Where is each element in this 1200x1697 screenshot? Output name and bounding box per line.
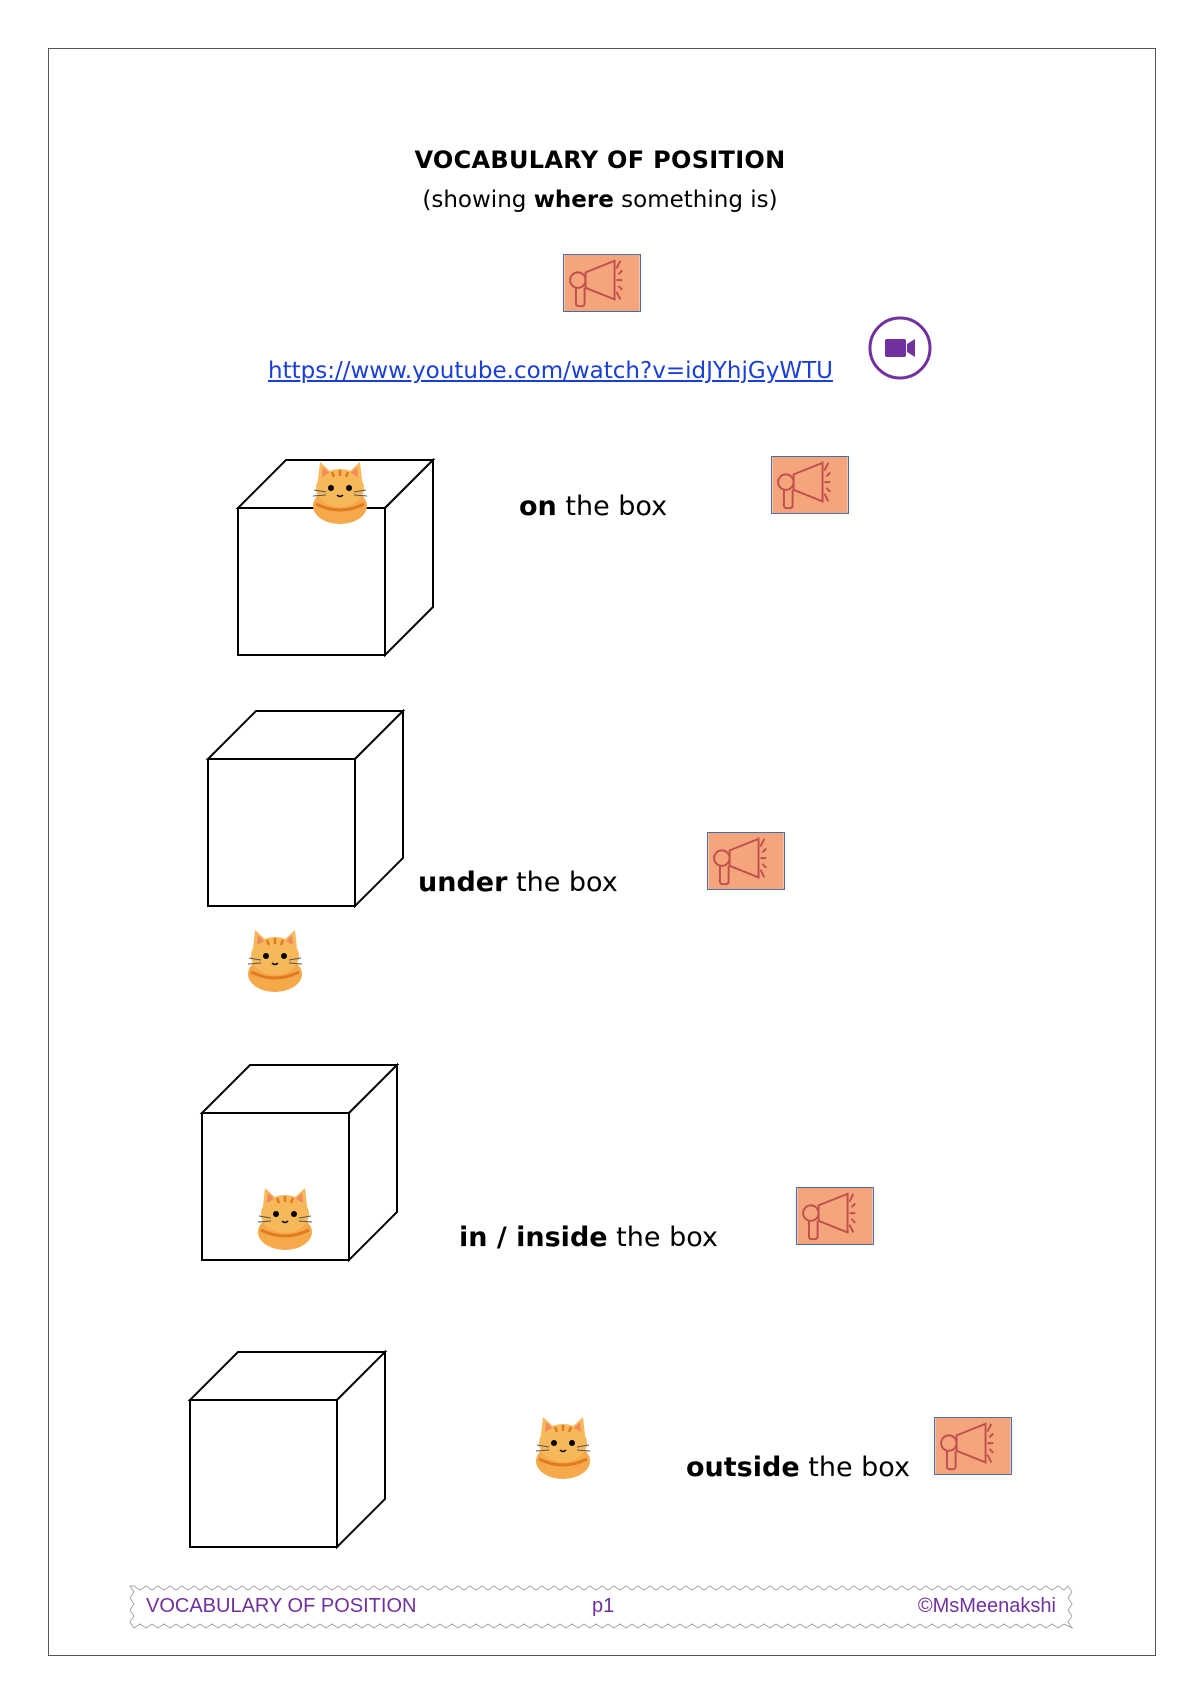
- label-outside-rest: the box: [799, 1452, 910, 1483]
- footer-page-number: p1: [592, 1595, 615, 1617]
- megaphone-icon: [772, 457, 848, 513]
- cat-icon: [302, 460, 378, 526]
- box-outside: [190, 1352, 390, 1548]
- box-under: [208, 711, 408, 907]
- label-on-bold: on: [519, 491, 557, 522]
- audio-button-outside[interactable]: [934, 1417, 1012, 1475]
- footer-left: VOCABULARY OF POSITION: [146, 1595, 417, 1617]
- page-title: VOCABULARY OF POSITION: [414, 146, 786, 174]
- label-inside: [459, 1222, 718, 1253]
- footer: [128, 1582, 1074, 1632]
- label-inside-rest: the box: [607, 1222, 718, 1253]
- megaphone-icon: [797, 1188, 873, 1244]
- label-outside: [686, 1452, 910, 1483]
- subtitle-before: (showing: [422, 187, 534, 213]
- cat-icon: [247, 1186, 323, 1252]
- subtitle-bold: where: [533, 187, 614, 213]
- footer-right: ©MsMeenakshi: [917, 1595, 1056, 1617]
- label-outside-bold: outside: [686, 1452, 800, 1483]
- label-inside-bold: in / inside: [459, 1222, 608, 1253]
- label-under-bold: under: [418, 867, 508, 898]
- cat-icon: [237, 928, 313, 994]
- label-on-rest: the box: [556, 491, 668, 522]
- label-on: [519, 491, 667, 522]
- page-subtitle: [0, 187, 1200, 213]
- audio-button-under[interactable]: [707, 832, 785, 890]
- subtitle-after: something is): [613, 187, 778, 213]
- video-camera-icon[interactable]: [868, 316, 932, 380]
- cat-icon: [525, 1415, 601, 1481]
- label-under: [418, 867, 618, 898]
- audio-button-on[interactable]: [771, 456, 849, 514]
- audio-button-title[interactable]: [563, 254, 641, 312]
- label-under-rest: the box: [507, 867, 618, 898]
- megaphone-icon: [564, 255, 640, 311]
- megaphone-icon: [708, 833, 784, 889]
- youtube-link[interactable]: https://www.youtube.com/watch?v=idJYhjGyWTU: [268, 358, 833, 384]
- megaphone-icon: [935, 1418, 1011, 1474]
- audio-button-inside[interactable]: [796, 1187, 874, 1245]
